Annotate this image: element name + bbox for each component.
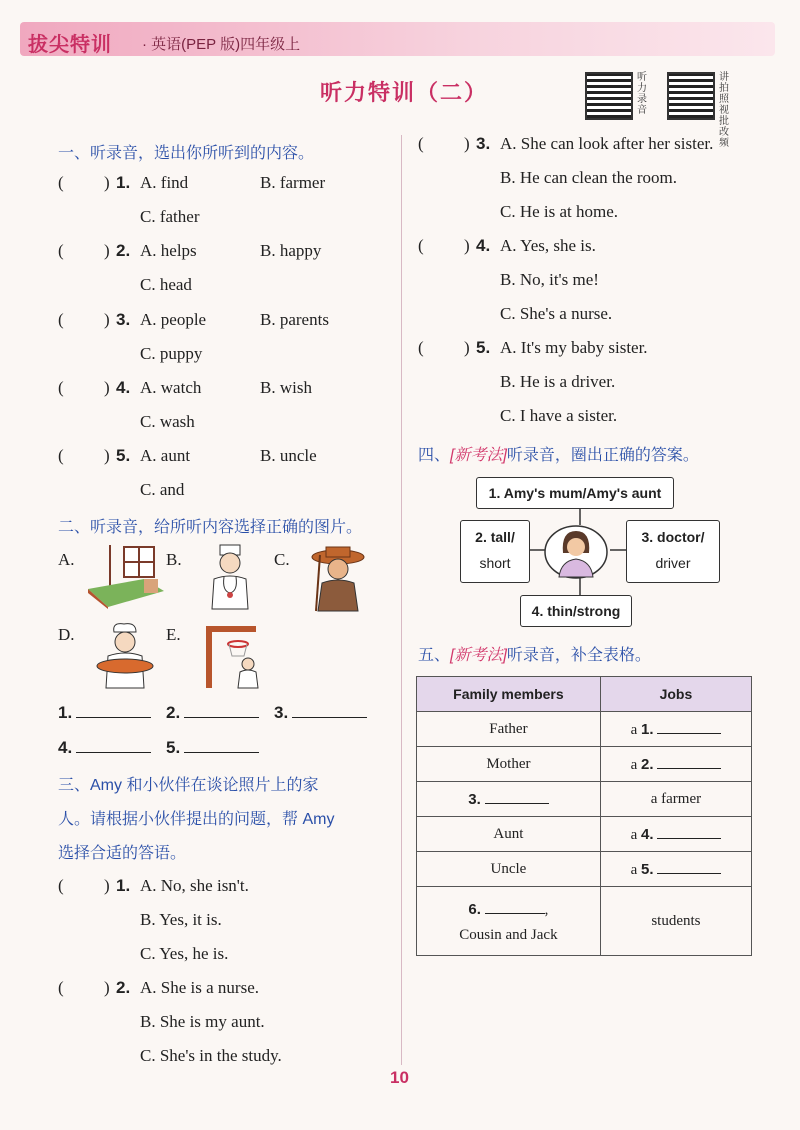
choice-box-2[interactable] xyxy=(460,520,530,583)
answer-blank[interactable] xyxy=(76,703,151,718)
option-c: C. He is at home. xyxy=(500,202,619,221)
answer-paren-open[interactable]: ( xyxy=(58,378,64,397)
answer-blank[interactable] xyxy=(657,754,721,769)
box3-line2: driver xyxy=(655,555,691,571)
option-c: C. father xyxy=(140,207,200,226)
picture-answer-5 xyxy=(166,738,259,758)
table-row xyxy=(417,887,752,956)
question-number: 5. xyxy=(116,446,131,465)
question-number: 4. xyxy=(116,378,131,397)
answer-paren-open[interactable]: ( xyxy=(58,978,64,997)
answer-blank[interactable] xyxy=(657,719,721,734)
option-b: B. She is my aunt. xyxy=(140,1012,265,1031)
member-cell: Father xyxy=(417,712,601,747)
picture-label-d: D. xyxy=(58,625,75,644)
answer-paren-open[interactable]: ( xyxy=(418,134,424,153)
member-cell: Uncle xyxy=(417,852,601,887)
option-c: C. She's in the study. xyxy=(140,1046,282,1065)
question-number: 1. xyxy=(116,173,131,192)
option-c: C. Yes, he is. xyxy=(140,944,229,963)
question-number: 4. xyxy=(476,236,491,255)
option-c: C. wash xyxy=(140,412,195,431)
option-c: C. head xyxy=(140,275,192,294)
header-jobs: Jobs xyxy=(600,677,751,712)
section5-suffix: 听录音，补全表格。 xyxy=(506,647,651,664)
answer-paren-open[interactable]: ( xyxy=(58,173,64,192)
job-cell xyxy=(600,712,751,747)
job-cell xyxy=(600,747,751,782)
job-cell: a farmer xyxy=(600,782,751,817)
member-text: Cousin and Jack xyxy=(459,926,558,943)
page-number: 10 xyxy=(390,1068,409,1087)
answer-blank[interactable] xyxy=(485,899,545,914)
blank-number: 3. xyxy=(468,791,481,808)
answer-blank[interactable] xyxy=(184,703,259,718)
answer-blank[interactable] xyxy=(292,703,367,718)
choice-box-1[interactable]: 1. Amy's mum/Amy's aunt xyxy=(476,477,674,509)
farmer-picture xyxy=(310,545,366,611)
option-a: A. She is a nurse. xyxy=(140,978,259,997)
picture-answer-3 xyxy=(274,703,367,723)
option-c: C. and xyxy=(140,480,185,499)
option-b: B. No, it's me! xyxy=(500,270,599,289)
table-row xyxy=(417,712,752,747)
blank-number: 5. xyxy=(640,861,654,878)
member-cell: Mother xyxy=(417,747,601,782)
job-prefix: a xyxy=(630,862,638,878)
table-header-row xyxy=(417,677,752,712)
answer-blank[interactable] xyxy=(485,789,549,804)
option-b: B. He is a driver. xyxy=(500,372,616,391)
answer-paren-close: ) xyxy=(104,378,110,397)
picture-label-c: C. xyxy=(274,550,290,569)
answer-blank[interactable] xyxy=(184,738,259,753)
answer-paren-open[interactable]: ( xyxy=(58,310,64,329)
table-row xyxy=(417,817,752,852)
option-a: A. She can look after her sister. xyxy=(500,134,714,153)
member-cell: Aunt xyxy=(417,817,601,852)
option-a: A. find xyxy=(140,173,189,192)
box2-line1: 2. tall/ xyxy=(475,529,515,545)
question-number: 5. xyxy=(476,338,491,357)
blank-number: 4. xyxy=(58,738,73,757)
picture-label-b: B. xyxy=(166,550,182,569)
answer-paren-open[interactable]: ( xyxy=(58,446,64,465)
answer-paren-open[interactable]: ( xyxy=(418,236,424,255)
blank-number: 3. xyxy=(274,703,289,722)
answer-paren-close: ) xyxy=(464,338,470,357)
job-cell xyxy=(600,817,751,852)
answer-paren-close: ) xyxy=(104,876,110,895)
page-title: 听力特训（二） xyxy=(320,80,489,105)
table-row xyxy=(417,852,752,887)
section1-heading: 一、听录音，选出你所听到的内容。 xyxy=(58,145,315,162)
blank-number: 2. xyxy=(640,756,654,773)
doctor-picture xyxy=(200,545,260,611)
header-banner xyxy=(20,22,775,56)
cook-picture xyxy=(94,622,156,688)
option-a: A. No, she isn't. xyxy=(140,876,249,895)
answer-paren-open[interactable]: ( xyxy=(58,876,64,895)
book-subtitle: · 英语(PEP 版)四年级上 xyxy=(142,36,301,53)
option-a: A. It's my baby sister. xyxy=(500,338,648,357)
blank-number: 2. xyxy=(166,703,181,722)
blank-number: 5. xyxy=(166,738,181,757)
option-b: B. Yes, it is. xyxy=(140,910,222,929)
option-b: B. uncle xyxy=(260,446,317,465)
blank-number: 1. xyxy=(58,703,73,722)
choice-box-4[interactable]: 4. thin/strong xyxy=(520,595,632,627)
option-c: C. puppy xyxy=(140,344,203,363)
option-a: A. helps xyxy=(140,241,197,260)
option-b: B. parents xyxy=(260,310,329,329)
column-divider xyxy=(401,135,402,1065)
answer-blank[interactable] xyxy=(657,859,721,874)
answer-paren-close: ) xyxy=(104,241,110,260)
blank-number: 6. xyxy=(468,900,481,918)
option-b: B. wish xyxy=(260,378,312,397)
header-family-members: Family members xyxy=(417,677,601,712)
member-cell xyxy=(417,782,601,817)
option-b: B. farmer xyxy=(260,173,326,192)
picture-label-e: E. xyxy=(166,625,181,644)
answer-paren-close: ) xyxy=(464,134,470,153)
new-format-tag: [新考法] xyxy=(450,447,507,464)
answer-paren-open[interactable]: ( xyxy=(418,338,424,357)
picture-answer-4 xyxy=(58,738,151,758)
option-c: C. I have a sister. xyxy=(500,406,618,425)
box2-line2: short xyxy=(479,555,511,571)
answer-paren-close: ) xyxy=(104,446,110,465)
section4-suffix: 听录音，圈出正确的答案。 xyxy=(506,447,699,464)
section4-prefix: 四、 xyxy=(418,447,451,464)
question-number: 2. xyxy=(116,241,131,260)
job-prefix: a xyxy=(630,722,638,738)
option-a: A. watch xyxy=(140,378,202,397)
qr-video-label: 讲拍照视批改频 xyxy=(719,72,729,149)
table-row xyxy=(417,747,752,782)
blank-number: 4. xyxy=(640,826,654,843)
answer-paren-close: ) xyxy=(104,978,110,997)
question-number: 3. xyxy=(476,134,491,153)
qr-code-video[interactable] xyxy=(667,72,715,120)
picture-answer-1 xyxy=(58,703,151,723)
job-cell: students xyxy=(600,887,751,956)
new-format-tag: [新考法] xyxy=(450,647,507,664)
woman-portrait xyxy=(543,523,609,581)
comma: , xyxy=(544,901,549,918)
section5-prefix: 五、 xyxy=(418,647,451,664)
box3-line1: 3. doctor/ xyxy=(641,529,705,545)
member-cell xyxy=(417,887,601,956)
blank-number: 1. xyxy=(640,721,654,738)
question-number: 2. xyxy=(116,978,131,997)
answer-paren-open[interactable]: ( xyxy=(58,241,64,260)
section3-heading-line2: 人。请根据小伙伴提出的问题，帮 Amy xyxy=(58,811,335,828)
family-jobs-table xyxy=(416,676,752,956)
brand-logo: 拔尖特训 xyxy=(28,34,112,56)
job-prefix: a xyxy=(630,827,638,843)
answer-paren-close: ) xyxy=(464,236,470,255)
section3-heading-line1: 三、Amy 和小伙伴在谈论照片上的家 xyxy=(58,777,319,794)
section2-heading: 二、听录音，给所听内容选择正确的图片。 xyxy=(58,519,363,536)
answer-paren-close: ) xyxy=(104,310,110,329)
option-b: B. He can clean the room. xyxy=(500,168,678,187)
option-a: A. aunt xyxy=(140,446,191,465)
question-number: 1. xyxy=(116,876,131,895)
option-c: C. She's a nurse. xyxy=(500,304,613,323)
qr-code-audio[interactable] xyxy=(585,72,633,120)
qr-audio-label: 听力录音 xyxy=(637,72,647,116)
option-a: A. people xyxy=(140,310,207,329)
option-a: A. Yes, she is. xyxy=(500,236,596,255)
section5-heading xyxy=(418,642,651,665)
job-cell xyxy=(600,852,751,887)
picture-answer-2 xyxy=(166,703,259,723)
table-row xyxy=(417,782,752,817)
question-number: 3. xyxy=(116,310,131,329)
section4-heading xyxy=(418,442,699,465)
basketball-picture xyxy=(204,622,264,688)
choice-box-3[interactable] xyxy=(626,520,720,583)
answer-blank[interactable] xyxy=(76,738,151,753)
answer-paren-close: ) xyxy=(104,173,110,192)
section3-heading-line3: 选择合适的答语。 xyxy=(58,845,187,862)
answer-blank[interactable] xyxy=(657,824,721,839)
job-prefix: a xyxy=(630,757,638,773)
bedroom-picture xyxy=(84,545,166,609)
option-b: B. happy xyxy=(260,241,322,260)
picture-label-a: A. xyxy=(58,550,75,569)
